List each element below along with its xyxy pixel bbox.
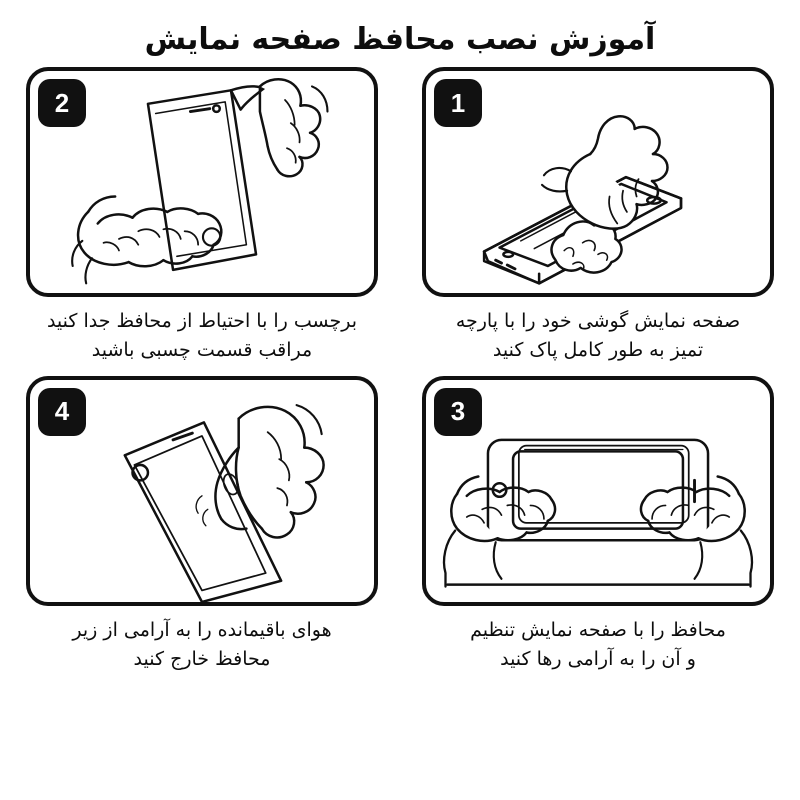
step-1-caption-line-2: تمیز به طور کامل پاک کنید (492, 339, 704, 362)
step-4-badge: 4 (38, 388, 86, 436)
step-4 (16, 376, 388, 675)
step-3-panel (422, 376, 774, 606)
step-1 (412, 67, 784, 366)
step-3-caption (422, 616, 774, 675)
step-2-panel (26, 67, 378, 297)
step-2 (16, 67, 388, 366)
step-1-caption-line-1: صفحه نمایش گوشی خود را با پارچه (455, 310, 741, 332)
step-2-caption (26, 307, 378, 366)
step-4-panel (26, 376, 378, 606)
step-3 (412, 376, 784, 675)
step-3-caption-line-2: و آن را به آرامی رها کنید (500, 648, 696, 671)
page-title: آموزش نصب محافظ صفحه نمایش (144, 22, 656, 57)
step-2-caption-line-1: برچسب را با احتیاط از محافظ جدا کنید (46, 310, 358, 332)
step-4-caption-line-2: محافظ خارج کنید (133, 648, 271, 671)
step-2-caption-line-2: مراقب قسمت چسبی باشید (91, 339, 313, 362)
step-4-caption (26, 616, 378, 675)
step-3-caption-line-1: محافظ را با صفحه نمایش تنظیم (470, 618, 726, 641)
steps-grid (0, 67, 800, 675)
step-1-panel (422, 67, 774, 297)
step-3-badge: 3 (434, 388, 482, 436)
step-1-badge: 1 (434, 79, 482, 127)
step-2-badge: 2 (38, 79, 86, 127)
step-4-caption-line-1: هوای باقیمانده را به آرامی از زیر (72, 618, 332, 641)
step-1-caption (422, 307, 774, 366)
